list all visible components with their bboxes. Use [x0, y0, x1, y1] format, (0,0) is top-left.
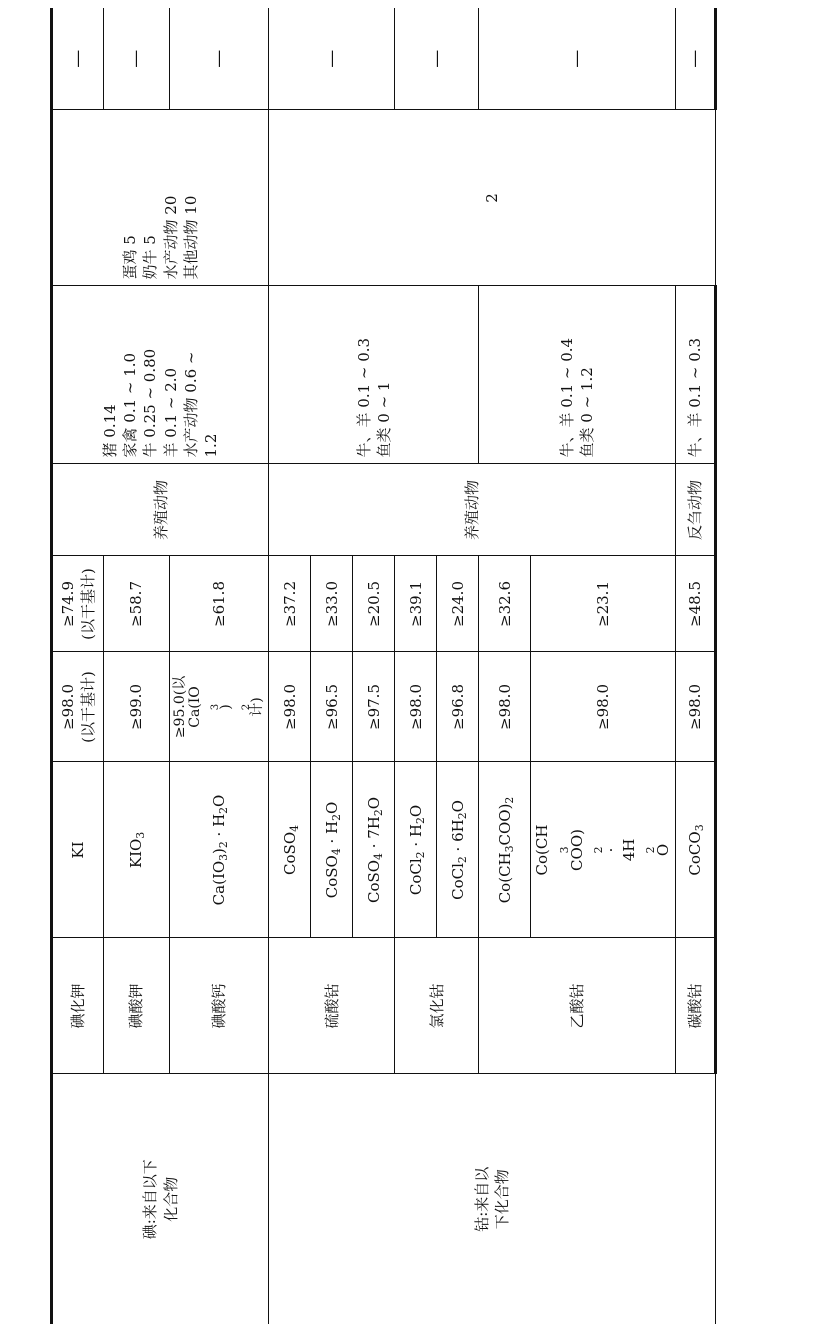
- other-requirement-cell: —: [52, 8, 104, 110]
- compound-formula: CoCl$_2$ · $6H_2O$: [437, 762, 479, 938]
- element-content-cell: ≥48.5: [676, 556, 716, 652]
- compound-name: 碘化钾: [52, 938, 104, 1074]
- element-content-cell: ≥37.2: [269, 556, 311, 652]
- purity-cell: ≥97.5: [353, 652, 395, 762]
- compound-name: 碘酸钙: [170, 938, 269, 1074]
- table-row: [52, 8, 104, 1324]
- iodine-group-label: 碘:来自以下 化合物: [52, 1074, 269, 1324]
- cobalt-group-label: 钴:来自以 下化合物: [269, 1074, 716, 1324]
- applicable-animal-cell: 反刍动物: [676, 464, 716, 556]
- other-requirement-cell: —: [479, 8, 676, 110]
- element-content-cell: ≥23.1: [531, 556, 676, 652]
- purity-cell: ≥96.8: [437, 652, 479, 762]
- element-content-cell: ≥39.1: [395, 556, 437, 652]
- max-limit-cell: 2: [269, 110, 716, 286]
- purity-cell: ≥98.0: [676, 652, 716, 762]
- purity-cell: ≥99.0: [104, 652, 170, 762]
- purity-cell: ≥95.0(以 Ca(IO $_3$ ) $_2$ 计): [170, 652, 269, 762]
- additive-spec-table: [50, 8, 717, 1324]
- compound-name: 乙酸钴: [479, 938, 676, 1074]
- other-requirement-cell: —: [395, 8, 479, 110]
- compound-formula: KI: [52, 762, 104, 938]
- element-content-cell: ≥61.8: [170, 556, 269, 652]
- other-requirement-cell: —: [104, 8, 170, 110]
- purity-cell: ≥96.5: [311, 652, 353, 762]
- element-content-cell: ≥33.0: [311, 556, 353, 652]
- compound-formula: Co(CH $_3$ COO) $_2$ · 4H $_2$ O: [531, 762, 676, 938]
- applicable-animal-cell: 养殖动物: [52, 464, 269, 556]
- element-content-cell: ≥20.5: [353, 556, 395, 652]
- compound-formula: CoSO$_4$ · $7H_2O$: [353, 762, 395, 938]
- other-requirement-cell: —: [170, 8, 269, 110]
- compound-formula: $Ca(IO_3)_2 \cdot H_2O$: [170, 762, 269, 938]
- compound-formula: CoSO$_4$ · $H_2O$: [311, 762, 353, 938]
- purity-cell: ≥98.0: [395, 652, 437, 762]
- recommended-range-cell: 牛、羊 0.1 ~ 0.4 鱼类 0 ~ 1.2: [479, 286, 676, 464]
- recommended-range-cell: 牛、羊 0.1 ~ 0.3 鱼类 0 ~ 1: [269, 286, 479, 464]
- compound-name: 碳酸钴: [676, 938, 716, 1074]
- recommended-range-cell: 牛、羊 0.1 ~ 0.3: [676, 286, 716, 464]
- recommended-range-cell: 猪 0.14 家禽 0.1 ~ 1.0 牛 0.25 ~ 0.80 羊 0.1 ~ 2.0 水产动物 0.6 ~ 1.2: [52, 286, 269, 464]
- element-content-cell: ≥58.7: [104, 556, 170, 652]
- compound-formula: CoCO$_3$: [676, 762, 716, 938]
- element-content-cell: ≥74.9 (以干基计): [52, 556, 104, 652]
- element-content-cell: ≥32.6: [479, 556, 531, 652]
- compound-formula: CoSO$_4$: [269, 762, 311, 938]
- compound-formula: $KIO_3$: [104, 762, 170, 938]
- compound-name: 碘酸钾: [104, 938, 170, 1074]
- table-row: [269, 8, 311, 1324]
- applicable-animal-cell: 养殖动物: [269, 464, 676, 556]
- element-content-cell: ≥24.0: [437, 556, 479, 652]
- purity-cell: ≥98.0: [269, 652, 311, 762]
- purity-cell: ≥98.0: [479, 652, 531, 762]
- max-limit-cell: 蛋鸡 5 奶牛 5 水产动物 20 其他动物 10: [52, 110, 269, 286]
- compound-name: 硫酸钴: [269, 938, 395, 1074]
- compound-name: 氯化钴: [395, 938, 479, 1074]
- compound-formula: $Co(CH_3COO)_2$: [479, 762, 531, 938]
- purity-cell: ≥98.0 (以干基计): [52, 652, 104, 762]
- compound-formula: CoCl$_2$ · $H_2O$: [395, 762, 437, 938]
- other-requirement-cell: —: [269, 8, 395, 110]
- purity-cell: ≥98.0: [531, 652, 676, 762]
- other-requirement-cell: —: [676, 8, 716, 110]
